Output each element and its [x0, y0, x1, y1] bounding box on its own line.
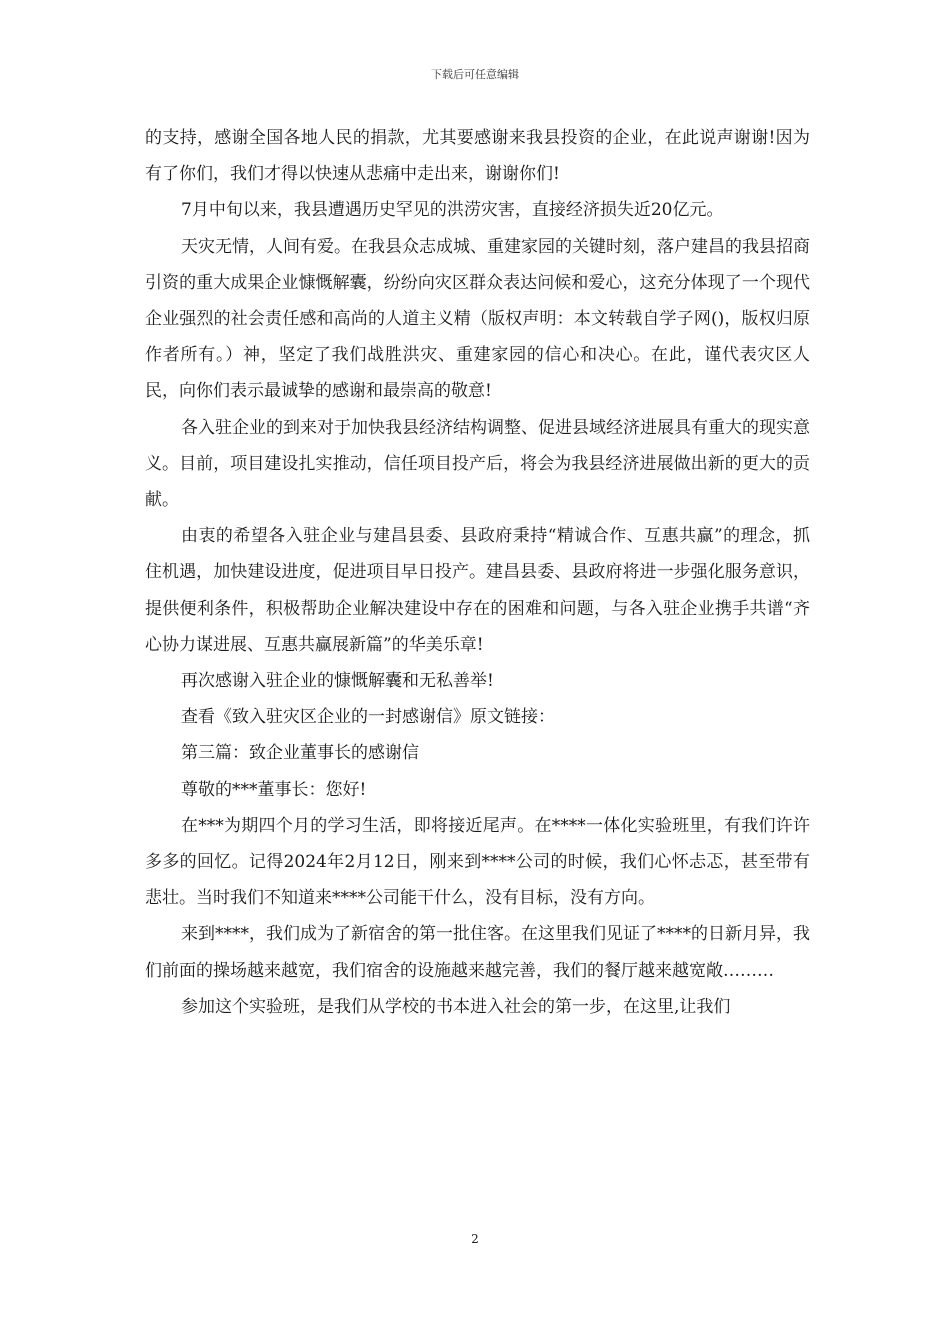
- letter-salutation: 尊敬的***董事长：您好!: [181, 779, 367, 800]
- paragraph-thanks-again: 再次感谢入驻企业的慷慨解囊和无私善举!: [181, 671, 494, 692]
- paragraph-experiment-class: 参加这个实验班，是我们从学校的书本进入社会的第一步，在这里,让我们: [181, 996, 731, 1017]
- paragraph-new-dorm: 来到****，我们成为了新宿舍的第一批住客。在这里我们见证了****的日新月异，我们前面的操场越来越宽，我们宿舍的设施越来越完善，我们的餐厅越来越宽敞………: [145, 924, 810, 981]
- document-body: [145, 120, 810, 1025]
- paragraph-disaster-aid: 天灾无情，人间有爱。在我县众志成城、重建家园的关键时刻，落户建昌的我县招商引资的重大成果企业慷慨解囊，纷纷向灾区群众表达问候和爱心，这充分体现了一个现代企业强烈的社会责任感和高尚的人道主义精（版权声明：本文转载自学子网()，版权归原作者所有。）神，坚定了我们战胜洪灾、重建家园的信心和决心。在此，谨代表灾区人民，向你们表示最诚挚的感谢和最崇高的敬意!: [145, 236, 810, 402]
- paragraph-enterprise-significance: 各入驻企业的到来对于加快我县经济结构调整、促进县域经济进展具有重大的现实意义。目前，项目建设扎实推动，信任项目投产后，将会为我县经济进展做出新的更大的贡献。: [145, 417, 810, 511]
- paragraph-flood-loss: 7月中旬以来，我县遭遇历史罕见的洪涝灾害，直接经济损失近20亿元。: [181, 200, 724, 221]
- paragraph-cooperation-hope: 由衷的希望各入驻企业与建昌县委、县政府秉持“精诚合作、互惠共赢”的理念，抓住机遇，加快建设进度，促进项目早日投产。建昌县委、县政府将进一步强化服务意识，提供便利条件，积极帮助企业解决建设中存在的困难和问题，与各入驻企业携手共谱“齐心协力谋进展、互惠共赢展新篇”的华美乐章!: [145, 526, 810, 655]
- section-heading-third-letter: 第三篇：致企业董事长的感谢信: [181, 743, 419, 764]
- paragraph-continued-thanks: 的支持，感谢全国各地人民的捐款，尤其要感谢来我县投资的企业，在此说声谢谢!因为有了你们，我们才得以快速从悲痛中走出来，谢谢你们!: [145, 128, 810, 185]
- page-number: 2: [471, 1232, 479, 1246]
- page-header-note: 下载后可任意编辑: [431, 68, 519, 81]
- paragraph-study-life: 在***为期四个月的学习生活，即将接近尾声。在****一体化实验班里，有我们许许多多的回忆。记得2024年2月12日，刚来到****公司的时候，我们心怀忐忑，甚至带有悲壮。当时我们不知道来****公司能干什么，没有目标，没有方向。: [145, 815, 810, 909]
- paragraph-original-link: 查看《致入驻灾区企业的一封感谢信》原文链接：: [181, 707, 555, 728]
